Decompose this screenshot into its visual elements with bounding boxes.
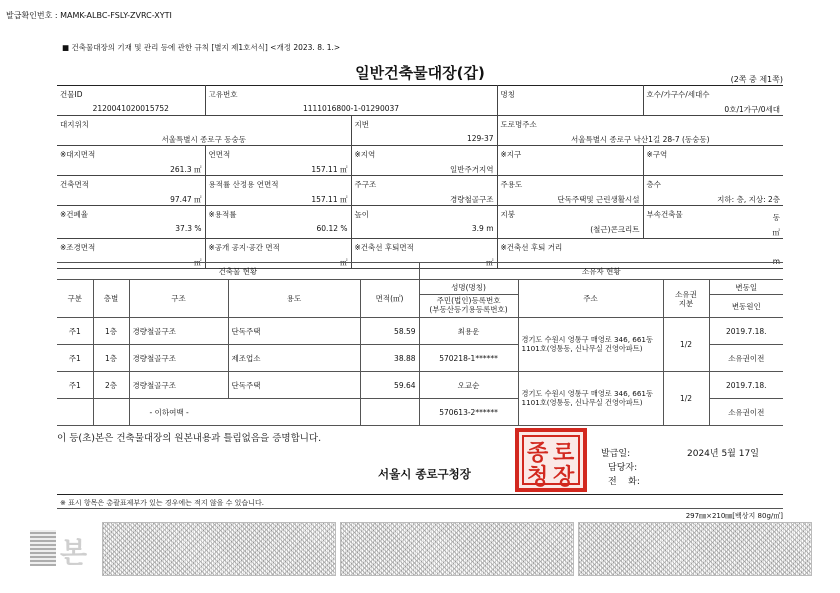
table-row: 주1 1층 경량철골구조 제조업소 38.88 570218-1****** 소유권이전: [57, 345, 783, 372]
name-cell: 명칭: [497, 86, 643, 116]
owner-reason: 소유권이전: [709, 345, 783, 372]
phone-label: 전 화:: [608, 477, 640, 487]
owner-address: 경기도 수원시 영통구 매영로 346, 661동 1101호(영통동, 신나무실 건영아파트): [518, 372, 663, 426]
bldg-area-cell: 건축면적 97.47 ㎡: [57, 176, 205, 206]
summary-row-address: [57, 116, 783, 146]
road-address: 서울특별시 종로구 낙산1길 28-7 (동숭동): [570, 135, 710, 144]
col-structure: 구조: [129, 280, 228, 318]
district-cell: ※지구: [497, 146, 643, 176]
units: 0호/1가구/0세대: [724, 105, 781, 114]
col-floor: 층별: [93, 280, 129, 318]
paper-size: 297㎜×210㎜[백상지 80g/㎡]: [685, 512, 783, 520]
open-space-cell: ※공개 공지·공간 면적 ㎡: [205, 239, 351, 269]
landscape-cell: ※조경면적 ㎡: [57, 239, 205, 269]
building-id-cell: 건물ID 2120041020015752: [57, 86, 205, 116]
footnote: ※ 표시 항목은 총괄표제부가 있는 경우에는 적지 않을 수 있습니다.: [60, 499, 264, 507]
section-owner: 소유자 현황: [419, 263, 783, 280]
far-cell: ※용적률 60.12 %: [205, 206, 351, 239]
col-area: 면적(㎡): [360, 280, 419, 318]
col-regno: 주민(법인)등록번호 (부동산등기용등록번호): [419, 295, 518, 318]
table-row: 주1 1층 경량철골구조 단독주택 58.59 최용운 경기도 수원시 영통구 매영로 346, 661동 1101호(영통동, 신나무실 건영아파트) 1/2 2019.7.18.: [57, 318, 783, 345]
bcr-cell: ※건폐율 37.3 %: [57, 206, 205, 239]
officer-label: 담당자:: [608, 463, 638, 473]
authority: 서울시 종로구청장: [378, 467, 471, 481]
col-date: 변동일: [709, 280, 783, 295]
col-reason: 변동원인: [709, 295, 783, 318]
col-address: 주소: [518, 280, 663, 318]
divider: [57, 494, 783, 495]
section-building: 건축물 현황: [57, 263, 419, 280]
col-owner-name: 성명(명칭): [419, 280, 518, 295]
lot-cell: 지번 129-37: [351, 116, 497, 146]
col-gubun: 구분: [57, 280, 93, 318]
structure-cell: 주구조 경량철골구조: [351, 176, 497, 206]
units-cell: 호수/가구수/세대수 0호/1가구/0세대: [643, 86, 783, 116]
setback-area-cell: ※건축선 후퇴면적 ㎡: [351, 239, 497, 269]
owner-date: 2019.7.18.: [709, 318, 783, 345]
table-row: 주1 2층 경량철골구조 단독주택 59.64 오교순 경기도 수원시 영통구 매영로 346, 661동 1101호(영통동, 신나무실 건영아파트) 1/2 2019.7.18.: [57, 372, 783, 399]
height-cell: 높이 3.9 m: [351, 206, 497, 239]
site-cell: 대지위치 서울특별시 종로구 동숭동: [57, 116, 351, 146]
col-share: 소유권 지분: [663, 280, 709, 318]
summary-row-area: [57, 146, 783, 176]
owner-name: 최용운: [419, 318, 518, 345]
roof-cell: 지붕 (철근)콘크리트: [497, 206, 643, 239]
far-area-cell: 용적률 산정용 연면적 157.11 ㎡: [205, 176, 351, 206]
zone-cell: ※지역 일반주거지역: [351, 146, 497, 176]
summary-row-ratio: [57, 206, 783, 239]
floors-cell: 층수 지하: 층, 지상: 2층: [643, 176, 783, 206]
col-use: 용도: [228, 280, 360, 318]
owner-reason: 소유권이전: [709, 399, 783, 426]
regulation-note: ■ 건축물대장의 기재 및 관리 등에 관한 규칙 [별지 제1호서식] <개정 2023. 8. 1.>: [62, 43, 341, 52]
official-seal: 종 로 청 장: [515, 428, 587, 492]
detail-table: [57, 262, 783, 426]
road-cell: 도로명주소 서울특별시 종로구 낙산1길 28-7 (동숭동): [497, 116, 783, 146]
security-pattern: [578, 522, 812, 576]
building-id: 2120041020015752: [92, 104, 169, 113]
summary-table: [57, 85, 783, 269]
watermark: 본: [60, 536, 88, 569]
floor-area-cell: 연면적 157.11 ㎡: [205, 146, 351, 176]
site: 서울특별시 종로구 동숭동: [161, 135, 246, 144]
owner-name: 오교순: [419, 372, 518, 399]
page-info: (2쪽 중 제1쪽): [730, 75, 783, 84]
owner-share: 1/2: [663, 318, 709, 372]
security-pattern: [340, 522, 574, 576]
issue-date: 2024년 5월 17일: [687, 449, 759, 459]
owner-regno: 570218-1******: [419, 345, 518, 372]
owner-date: 2019.7.18.: [709, 372, 783, 399]
land-area-cell: ※대지면적 261.3 ㎡: [57, 146, 205, 176]
certify-text: 이 등(초)본은 건축물대장의 원본내용과 틀림없음을 증명합니다.: [57, 433, 322, 444]
unique-no: 1111016800-1-01290037: [302, 104, 400, 113]
summary-row-structure: [57, 176, 783, 206]
divider: [57, 508, 783, 509]
use-cell: 주용도 단독주택및 근린생활시설: [497, 176, 643, 206]
unique-no-cell: 고유번호 1111016800-1-01290037: [205, 86, 497, 116]
owner-regno: 570613-2******: [419, 399, 518, 426]
summary-row-id: [57, 86, 783, 116]
owner-share: 1/2: [663, 372, 709, 426]
issue-date-label: 발급일:: [601, 449, 631, 459]
page-title: 일반건축물대장(갑): [355, 64, 485, 82]
issue-confirm-number: 발급확인번호 : MAMK-ALBC-FSLY-ZVRC-XYTI: [6, 11, 172, 20]
lot: 129-37: [466, 134, 494, 143]
owner-address: 경기도 수원시 영통구 매영로 346, 661동 1101호(영통동, 신나무실 건영아파트): [518, 318, 663, 372]
security-pattern: [102, 522, 336, 576]
setback-dist-cell: ※건축선 후퇴 거리 m: [497, 239, 783, 269]
annex-cell: 부속건축물 동 ㎡: [643, 206, 783, 239]
blank-note: - 이하여백 -: [129, 399, 360, 426]
security-code-icon: [30, 530, 56, 566]
sector-cell: ※구역: [643, 146, 783, 176]
